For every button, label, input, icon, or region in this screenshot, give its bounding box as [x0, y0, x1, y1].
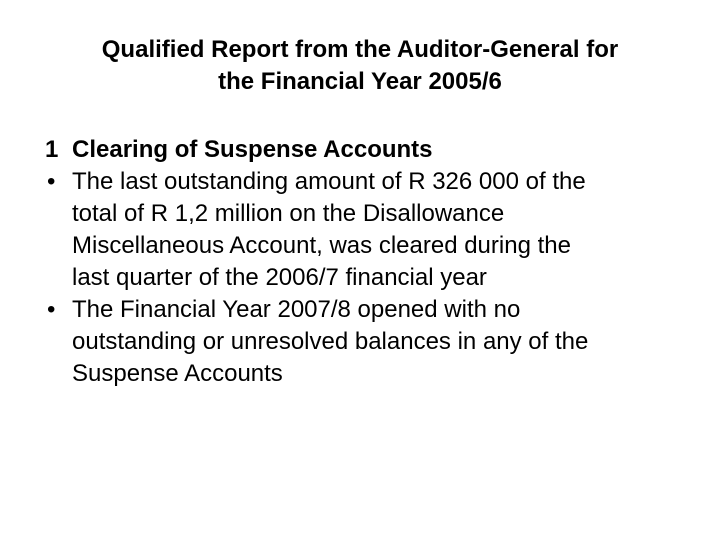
- section-heading: [45, 134, 695, 166]
- bullet-item: [45, 166, 695, 294]
- bullet-line: Miscellaneous Account, was cleared during the: [72, 232, 571, 259]
- bullet-line: last quarter of the 2006/7 financial year: [72, 264, 487, 291]
- bullet-line: outstanding or unresolved balances in any of the: [72, 328, 589, 355]
- slide-content: [45, 134, 695, 390]
- slide-title-line: Qualified Report from the Auditor-General for: [101, 36, 619, 63]
- bullet-line: The Financial Year 2007/8 opened with no: [72, 296, 521, 323]
- bullet-icon: •: [47, 168, 56, 195]
- section-number: 1: [45, 136, 59, 163]
- bullet-item: [45, 294, 695, 390]
- section-heading-text: Clearing of Suspense Accounts: [72, 136, 433, 163]
- bullet-text: [72, 166, 695, 294]
- bullet-line: total of R 1,2 million on the Disallowance: [72, 200, 505, 227]
- bullet-text: [72, 294, 695, 390]
- bullet-icon: •: [47, 296, 56, 323]
- bullet-line: Suspense Accounts: [72, 360, 283, 387]
- slide-title-line: the Financial Year 2005/6: [218, 68, 502, 95]
- bullet-line: The last outstanding amount of R 326 000 of the: [72, 168, 586, 195]
- slide-title: [40, 34, 680, 98]
